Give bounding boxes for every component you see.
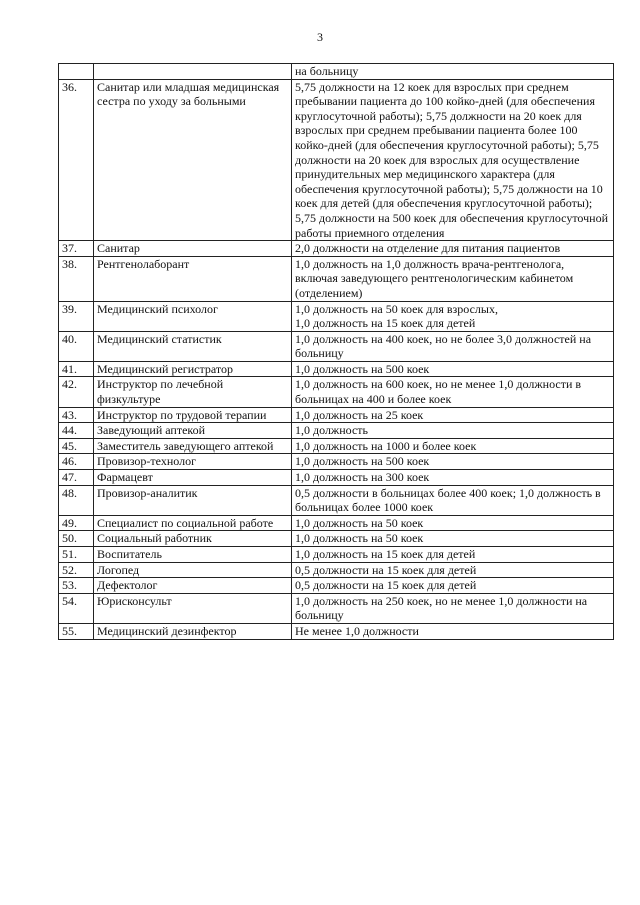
table-row	[59, 361, 614, 377]
position-title: Медицинский дезинфектор	[94, 623, 292, 639]
row-number: 52.	[59, 562, 94, 578]
row-number: 46.	[59, 454, 94, 470]
row-number: 49.	[59, 515, 94, 531]
position-title: Медицинский регистратор	[94, 361, 292, 377]
position-title: Инструктор по трудовой терапии	[94, 407, 292, 423]
staffing-norm: 1,0 должность	[292, 423, 614, 439]
position-title: Заместитель заведующего аптекой	[94, 438, 292, 454]
table-row	[59, 407, 614, 423]
staffing-norm: 2,0 должности на отделение для питания пациентов	[292, 241, 614, 257]
staffing-norm: на больницу	[292, 64, 614, 80]
table-row	[59, 547, 614, 563]
row-number: 51.	[59, 547, 94, 563]
row-number: 39.	[59, 301, 94, 331]
position-title: Специалист по социальной работе	[94, 515, 292, 531]
position-title: Медицинский психолог	[94, 301, 292, 331]
staffing-norms-table	[58, 63, 614, 640]
table-row	[59, 470, 614, 486]
row-number: 37.	[59, 241, 94, 257]
row-number: 36.	[59, 79, 94, 241]
table-row	[59, 423, 614, 439]
staffing-norm: 1,0 должность на 15 коек для детей	[292, 547, 614, 563]
table-row	[59, 438, 614, 454]
position-title: Провизор-аналитик	[94, 485, 292, 515]
position-title: Дефектолог	[94, 578, 292, 594]
staffing-norm: 1,0 должность на 25 коек	[292, 407, 614, 423]
position-title: Инструктор по лечебной физкультуре	[94, 377, 292, 407]
table-row	[59, 593, 614, 623]
staffing-norm: 0,5 должности на 15 коек для детей	[292, 578, 614, 594]
table-row	[59, 64, 614, 80]
row-number: 40.	[59, 331, 94, 361]
page-number: 3	[317, 30, 323, 44]
row-number: 50.	[59, 531, 94, 547]
table-row	[59, 454, 614, 470]
position-title: Санитар или младшая медицинская сестра по уходу за больными	[94, 79, 292, 241]
staffing-norm: 1,0 должность на 1,0 должность врача-рентгенолога, включая заведующего рентгенологическим кабинетом (отделением)	[292, 256, 614, 301]
row-number: 53.	[59, 578, 94, 594]
position-title: Заведующий аптекой	[94, 423, 292, 439]
table-body	[59, 64, 614, 640]
staffing-norm: 1,0 должность на 300 коек	[292, 470, 614, 486]
table-row	[59, 485, 614, 515]
row-number: 55.	[59, 623, 94, 639]
table-row	[59, 562, 614, 578]
position-title: Социальный работник	[94, 531, 292, 547]
staffing-norm: 0,5 должности в больницах более 400 коек; 1,0 должность в больницах более 1000 коек	[292, 485, 614, 515]
staffing-norm: 1,0 должность на 600 коек, но не менее 1,0 должности в больницах на 400 и более коек	[292, 377, 614, 407]
staffing-norm: 0,5 должности на 15 коек для детей	[292, 562, 614, 578]
staffing-norm: 1,0 должность на 1000 и более коек	[292, 438, 614, 454]
table-row	[59, 623, 614, 639]
table-row	[59, 377, 614, 407]
row-number: 54.	[59, 593, 94, 623]
staffing-norm: Не менее 1,0 должности	[292, 623, 614, 639]
position-title: Медицинский статистик	[94, 331, 292, 361]
staffing-norm: 1,0 должность на 500 коек	[292, 454, 614, 470]
table-row	[59, 331, 614, 361]
row-number: 43.	[59, 407, 94, 423]
staffing-norm: 1,0 должность на 50 коек	[292, 515, 614, 531]
position-title: Юрисконсульт	[94, 593, 292, 623]
table-row	[59, 531, 614, 547]
staffing-norm: 1,0 должность на 250 коек, но не менее 1,0 должности на больницу	[292, 593, 614, 623]
table-row	[59, 241, 614, 257]
table-row	[59, 578, 614, 594]
row-number: 45.	[59, 438, 94, 454]
staffing-norm: 5,75 должности на 12 коек для взрослых при среднем пребывании пациента до 100 койко-дней (для обеспечения круглосуточной работы); 5,75 должности на 20 коек для взрослых при среднем пребывании пациента более 100 койко-дней (для обеспечения круглосуточной работы); 5,75 должности на 20 коек для взрослых для осуществление принудительных мер медицинского характера (для обеспечения круглосуточной работы); 5,75 должности на 10 коек для детей (для обеспечения круглосуточной работы); 5,75 должности на 500 коек для обеспечения круглосуточной работы приемного отделения	[292, 79, 614, 241]
row-number: 42.	[59, 377, 94, 407]
row-number: 41.	[59, 361, 94, 377]
position-title: Провизор-технолог	[94, 454, 292, 470]
row-number: 48.	[59, 485, 94, 515]
staffing-norm: 1,0 должность на 400 коек, но не более 3,0 должностей на больницу	[292, 331, 614, 361]
table-row	[59, 79, 614, 241]
position-title: Рентгенолаборант	[94, 256, 292, 301]
table-row	[59, 515, 614, 531]
row-number: 44.	[59, 423, 94, 439]
row-number	[59, 64, 94, 80]
position-title: Воспитатель	[94, 547, 292, 563]
row-number: 47.	[59, 470, 94, 486]
staffing-norm: 1,0 должность на 50 коек для взрослых, 1,0 должность на 15 коек для детей	[292, 301, 614, 331]
table-row	[59, 301, 614, 331]
table-row	[59, 256, 614, 301]
position-title: Фармацевт	[94, 470, 292, 486]
staffing-norm: 1,0 должность на 50 коек	[292, 531, 614, 547]
position-title: Санитар	[94, 241, 292, 257]
row-number: 38.	[59, 256, 94, 301]
position-title: Логопед	[94, 562, 292, 578]
position-title	[94, 64, 292, 80]
staffing-norm: 1,0 должность на 500 коек	[292, 361, 614, 377]
